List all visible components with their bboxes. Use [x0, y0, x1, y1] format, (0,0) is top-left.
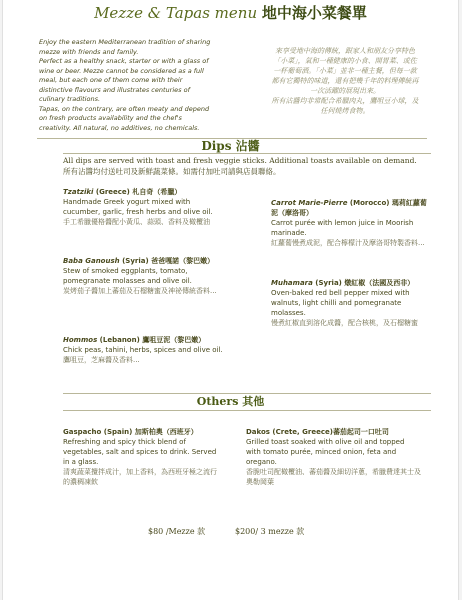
dish-description: Refreshing and spicy thick blend of vegetables, salt and spices to drink. Served in a glass.: [63, 438, 217, 466]
dips-note: [63, 156, 433, 177]
intro-line-zh: 來享受地中海的傳統，跟家人和朋友分享特色: [275, 47, 415, 55]
dish-description: Grilled toast soaked with olive oil and topped with tomato purée, minced onion, feta and oregano.: [246, 438, 405, 466]
dish-description: Handmade Greek yogurt mixed with cucumber, garlic, fresh herbs and olive oil.: [63, 198, 213, 216]
dish-name: Carrot Marie-Pierre (Morocco) 瑪莉紅蘿蔔泥（摩洛哥）: [271, 199, 427, 217]
dish-description-zh: 紅蘿蔔慢煮成泥，配合檸檬汁及摩洛哥特製香料...: [271, 239, 425, 247]
menu-title: [3, 2, 458, 23]
intro-text-en: [39, 38, 225, 133]
intro-line-zh: 一次活躍的展現出來。: [310, 87, 380, 95]
dish-gaspacho: [63, 427, 223, 487]
intro-text-zh: [249, 46, 441, 116]
intro-line-en: culinary traditions.: [39, 95, 101, 103]
dish-description-zh: 慢煮紅椒直到溶化成醬，配合核桃，及石榴糖蜜: [271, 319, 418, 327]
menu-page: [2, 0, 459, 600]
price-single: $80 /Mezze 款: [148, 527, 206, 536]
price-three: $200/ 3 mezze 款: [235, 527, 305, 536]
dish-tzatziki: [63, 187, 223, 227]
dish-description: Chick peas, tahini, herbs, spices and olive oil.: [63, 346, 223, 354]
intro-line-en: Enjoy the eastern Mediterranean tradition of sharing: [39, 38, 211, 46]
dish-name: Tzatziki (Greece) 札自奇（希臘）: [63, 188, 182, 196]
dish-description-zh: 炭烤茄子醬加上蕃茄及石榴糖蜜及神祕傳統香料...: [63, 287, 217, 295]
intro-line-en: on fresh products availability and the chef's: [39, 114, 182, 122]
dish-description: Oven-baked red bell pepper mixed with walnuts, light chilli and pomegranate molasses.: [271, 289, 410, 317]
dish-muhamara: [271, 278, 433, 328]
intro-line-en: meal, but each one of them come with their: [39, 76, 183, 84]
dish-description-zh: 鷹咀豆，芝麻醬及香料...: [63, 356, 140, 364]
intro-line-en: Perfect as a healthy snack, starter or with a glass of: [39, 57, 209, 65]
dish-description-zh: 香脆吐司配橄欖油、蕃茄醬及細切洋蔥，希臘費達其士及奧勒岡葉: [246, 468, 421, 486]
intro-line-en: wine or beer. Mezze cannot be considered as a full: [39, 66, 204, 75]
dips-note-en: All dips are served with toast and fresh veggie sticks. Additional toasts available on demand.: [63, 156, 417, 165]
dish-description: Carrot purée with lemon juice in Moorish marinade.: [271, 219, 414, 237]
intro-line-zh: 「小菜」，氣和一種健康的小食、開胃菜、或佐: [273, 57, 417, 65]
dish-hommos: [63, 335, 223, 365]
menu-title-zh: 地中海小菜餐單: [261, 4, 367, 22]
dish-name: Muhamara (Syria) 燉紅椒（法國及西非）: [271, 279, 415, 287]
dish-description-zh: 清爽蔬菜攪拌成汁，加上香料，為西班牙極之流行的濃稠凍飲: [63, 468, 217, 486]
section-divider: [63, 410, 431, 411]
dish-name: Dakos (Crete, Greece)蕃茄起司一口吐司: [246, 428, 389, 436]
menu-title-en: Mezze & Tapas menu: [94, 4, 258, 22]
intro-line-en: creativity. All natural, no additives, no chemicals.: [39, 123, 200, 132]
dish-name: Gaspacho (Spain) 加斯柏奧（西班牙）: [63, 428, 198, 436]
section-divider: [63, 153, 431, 154]
dish-dakos: [246, 427, 421, 487]
dips-note-zh: 所有沾醬均付送吐司及新鮮蔬菜條。如需付加吐司請與店員聯絡。: [63, 166, 281, 176]
dish-name: Baba Ganoush (Syria) 爸爸嘎諾（黎巴嫩）: [63, 257, 215, 265]
intro-line-zh: 都有它獨特的味道，還有把幾千年的料理傳統再: [271, 77, 419, 85]
intro-line-en: mezze with friends and family.: [39, 47, 139, 56]
dish-description-zh: 手工希臘優格醬配小黃瓜、蒜頭、香料及橄欖油: [63, 218, 210, 226]
intro-line-zh: 任何燒烤食物。: [320, 107, 370, 115]
intro-line-zh: 所有沾醬均非常配合希臘肉丸，鷹咀豆小球，及: [271, 97, 419, 105]
intro-line-en: distinctive flavours and illustrates centuries of: [39, 85, 190, 94]
others-section-title: Others 其他: [196, 395, 265, 408]
intro-line-en: Tapas, on the contrary, are often meaty and depend: [39, 104, 210, 113]
dips-section-title: Dips 沾醬: [201, 139, 260, 153]
dish-carrot-marie-pierre: [271, 198, 433, 248]
intro-line-zh: 一杯葡萄酒。「小菜」並非一種主餐，但每一款: [273, 67, 417, 75]
dish-description: Stew of smoked eggplants, tomato, pomegranate molasses and olive oil.: [63, 267, 192, 285]
dish-name: Hommos (Lebanon) 鷹咀豆泥（黎巴嫩）: [63, 336, 206, 344]
dish-baba-ganoush: [63, 256, 223, 296]
